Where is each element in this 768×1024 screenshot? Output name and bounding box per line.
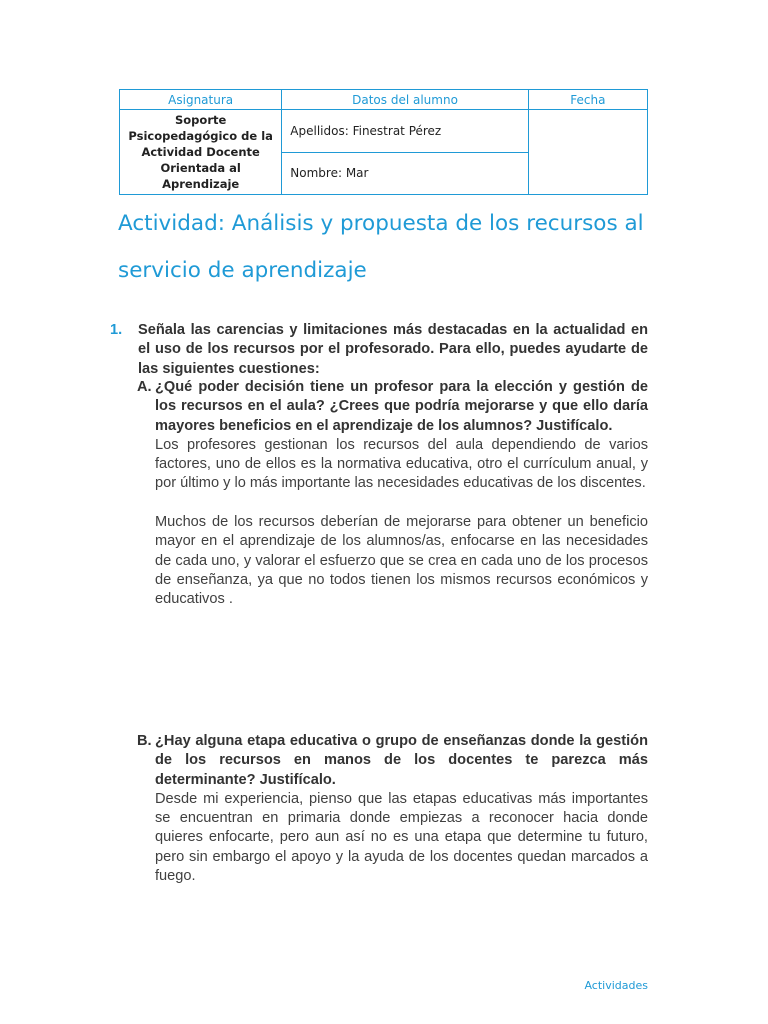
surname-field: Apellidos: Finestrat Pérez xyxy=(282,110,528,153)
header-col-subject: Asignatura xyxy=(120,90,282,110)
sub-question-text: ¿Hay alguna etapa educativa o grupo de enseñanzas donde la gestión de los recursos en manos de los docentes te parezca más determinante? Justifícalo. xyxy=(155,733,648,788)
answer xyxy=(155,790,648,886)
date-cell xyxy=(528,110,647,195)
answer-paragraph: Muchos de los recursos deberían de mejorarse para obtener un beneficio mayor en el aprendizaje de los alumnos/as, enfocarse en las necesidades de cada uno, y valorar el esfuerzo que se crea en cada uno de los procesos de enseñanza, ya que no todos tienen los mismos recursos económicos y educativos . xyxy=(155,514,648,608)
footer-label: Actividades xyxy=(584,979,648,992)
sub-question-letter: A. xyxy=(137,379,152,395)
subject-name: Soporte Psicopedagógico de la Actividad Docente Orientada al Aprendizaje xyxy=(120,110,282,195)
sub-question-text: ¿Qué poder decisión tiene un profesor para la elección y gestión de los recursos en el aula? ¿Crees que podría mejorarse y que ello daría mayores beneficios en el aprendizaje de los alumnos? Justifícalo. xyxy=(155,379,648,434)
answer-paragraph: Desde mi experiencia, pienso que las etapas educativas más importantes se encuentran en primaria donde empiezas a reconocer hacia donde quieres enfocarte, pero aun así no es una etapa que determine tu futuro, pero sin embargo el apoyo y la ayuda de los docentes quedan marcados a fuego. xyxy=(155,790,648,885)
header-table xyxy=(119,89,648,195)
header-col-student: Datos del alumno xyxy=(282,90,528,110)
header-col-date: Fecha xyxy=(528,90,647,110)
sub-question-b xyxy=(137,732,648,886)
activity-title: Actividad: Análisis y propuesta de los recursos al servicio de aprendizaje xyxy=(118,211,644,283)
answer-paragraph: Los profesores gestionan los recursos del aula dependiendo de varios factores, uno de ellos es la normativa educativa, otro el currículum anual, y por último y lo más importante las necesidades educativas de los discentes. xyxy=(155,436,648,492)
sub-question-a xyxy=(137,378,648,610)
question-number: 1. xyxy=(110,322,123,338)
question-text: Señala las carencias y limitaciones más destacadas en la actualidad en el uso de los recursos por el profesorado. Para ello, puedes ayudarte de las siguientes cuestiones: xyxy=(138,322,648,377)
sub-question-letter: B. xyxy=(137,733,152,749)
name-field: Nombre: Mar xyxy=(282,152,528,195)
question-1 xyxy=(110,321,648,379)
answer xyxy=(155,436,648,610)
